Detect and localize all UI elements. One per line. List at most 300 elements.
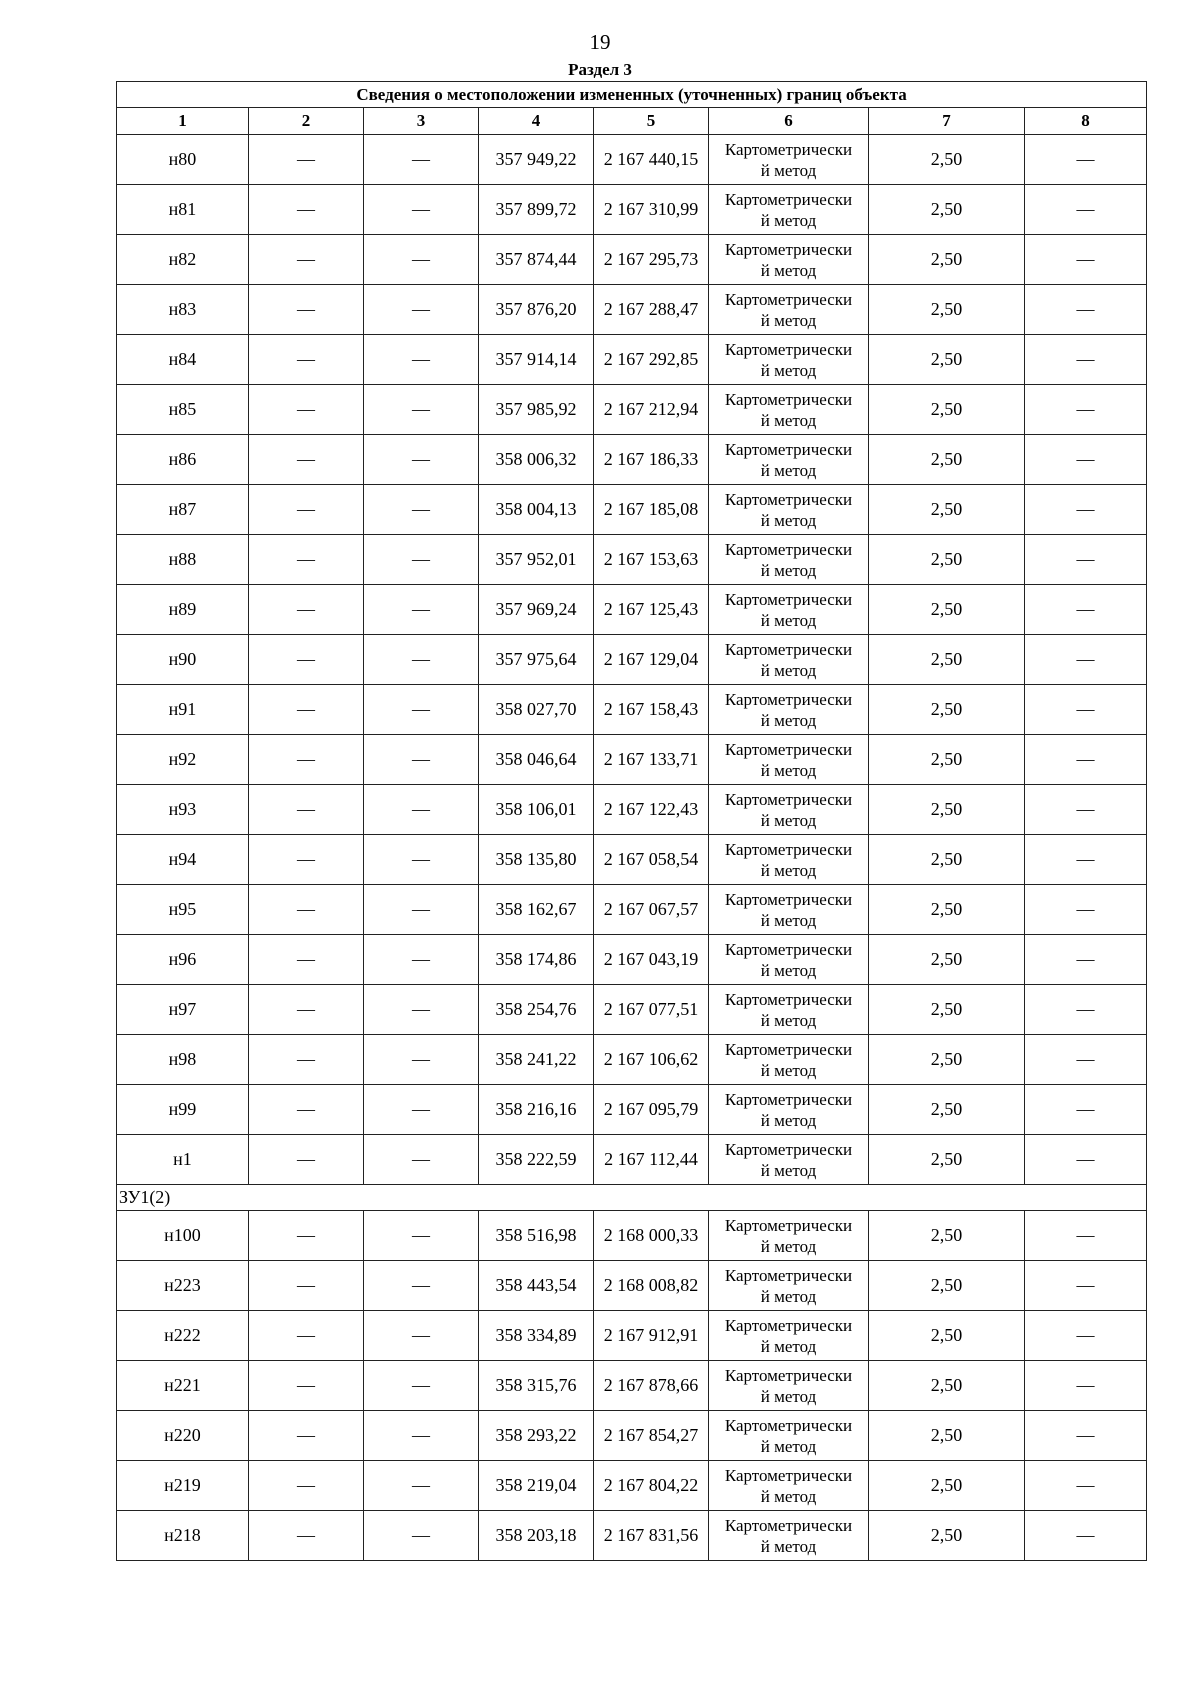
table-row <box>117 1035 1147 1085</box>
y-coordinate-cell: 2 167 186,33 <box>594 435 709 485</box>
column-3-cell: — <box>364 185 479 235</box>
accuracy-cell: 2,50 <box>869 735 1025 785</box>
column-3-cell: — <box>364 1135 479 1185</box>
point-number-cell: н94 <box>117 835 249 885</box>
column-8-cell: — <box>1025 985 1147 1035</box>
column-3-cell: — <box>364 1035 479 1085</box>
accuracy-cell: 2,50 <box>869 1411 1025 1461</box>
x-coordinate-cell: 358 222,59 <box>479 1135 594 1185</box>
method-line-1: Картометрически <box>724 539 853 559</box>
x-coordinate-cell: 358 293,22 <box>479 1411 594 1461</box>
column-2-cell: — <box>249 985 364 1035</box>
column-2-cell: — <box>249 885 364 935</box>
column-8-cell: — <box>1025 1261 1147 1311</box>
column-3-cell: — <box>364 335 479 385</box>
point-number-cell: н220 <box>117 1411 249 1461</box>
method-cell <box>709 735 869 785</box>
accuracy-cell: 2,50 <box>869 1135 1025 1185</box>
point-number-cell: н100 <box>117 1211 249 1261</box>
table-row <box>117 1311 1147 1361</box>
point-number-cell: н88 <box>117 535 249 585</box>
table-row <box>117 785 1147 835</box>
y-coordinate-cell: 2 167 288,47 <box>594 285 709 335</box>
column-8-cell: — <box>1025 635 1147 685</box>
accuracy-cell: 2,50 <box>869 1311 1025 1361</box>
method-cell <box>709 785 869 835</box>
x-coordinate-cell: 358 046,64 <box>479 735 594 785</box>
method-line-1: Картометрически <box>724 1039 853 1059</box>
x-coordinate-cell: 358 216,16 <box>479 1085 594 1135</box>
method-line-2: й метод <box>760 910 817 930</box>
method-line-1: Картометрически <box>724 289 853 309</box>
method-line-1: Картометрически <box>724 489 853 509</box>
method-line-1: Картометрически <box>724 939 853 959</box>
method-line-2: й метод <box>760 1536 817 1556</box>
method-line-2: й метод <box>760 710 817 730</box>
column-8-cell: — <box>1025 785 1147 835</box>
method-line-2: й метод <box>760 1160 817 1180</box>
x-coordinate-cell: 358 004,13 <box>479 485 594 535</box>
column-number: 6 <box>709 108 869 135</box>
column-number-row <box>117 108 1147 135</box>
method-line-2: й метод <box>760 1010 817 1030</box>
y-coordinate-cell: 2 167 158,43 <box>594 685 709 735</box>
column-2-cell: — <box>249 385 364 435</box>
method-line-2: й метод <box>760 1386 817 1406</box>
table-row <box>117 985 1147 1035</box>
x-coordinate-cell: 358 135,80 <box>479 835 594 885</box>
accuracy-cell: 2,50 <box>869 1261 1025 1311</box>
table-row <box>117 535 1147 585</box>
method-cell <box>709 1311 869 1361</box>
point-number-cell: н219 <box>117 1461 249 1511</box>
column-2-cell: — <box>249 1261 364 1311</box>
accuracy-cell: 2,50 <box>869 385 1025 435</box>
method-cell <box>709 885 869 935</box>
method-line-1: Картометрически <box>724 589 853 609</box>
accuracy-cell: 2,50 <box>869 635 1025 685</box>
column-3-cell: — <box>364 985 479 1035</box>
x-coordinate-cell: 358 174,86 <box>479 935 594 985</box>
method-line-1: Картометрически <box>724 1139 853 1159</box>
accuracy-cell: 2,50 <box>869 1211 1025 1261</box>
method-line-1: Картометрически <box>724 889 853 909</box>
column-8-cell: — <box>1025 735 1147 785</box>
method-cell <box>709 1261 869 1311</box>
column-8-cell: — <box>1025 685 1147 735</box>
point-number-cell: н99 <box>117 1085 249 1135</box>
method-cell <box>709 485 869 535</box>
method-cell <box>709 835 869 885</box>
column-8-cell: — <box>1025 1211 1147 1261</box>
table-row <box>117 935 1147 985</box>
x-coordinate-cell: 357 874,44 <box>479 235 594 285</box>
method-line-2: й метод <box>760 660 817 680</box>
method-cell <box>709 535 869 585</box>
method-line-1: Картометрически <box>724 439 853 459</box>
column-8-cell: — <box>1025 385 1147 435</box>
boundary-coordinates-table <box>116 81 1147 1561</box>
table-row <box>117 1135 1147 1185</box>
method-line-2: й метод <box>760 310 817 330</box>
x-coordinate-cell: 358 106,01 <box>479 785 594 835</box>
x-coordinate-cell: 358 443,54 <box>479 1261 594 1311</box>
table-title-row <box>117 82 1147 108</box>
method-line-1: Картометрически <box>724 339 853 359</box>
method-line-2: й метод <box>760 960 817 980</box>
table-row <box>117 435 1147 485</box>
accuracy-cell: 2,50 <box>869 235 1025 285</box>
column-2-cell: — <box>249 1135 364 1185</box>
point-number-cell: н89 <box>117 585 249 635</box>
y-coordinate-cell: 2 167 212,94 <box>594 385 709 435</box>
accuracy-cell: 2,50 <box>869 1511 1025 1561</box>
method-line-1: Картометрически <box>724 239 853 259</box>
accuracy-cell: 2,50 <box>869 685 1025 735</box>
method-cell <box>709 635 869 685</box>
method-line-2: й метод <box>760 810 817 830</box>
method-line-2: й метод <box>760 1336 817 1356</box>
accuracy-cell: 2,50 <box>869 985 1025 1035</box>
point-number-cell: н80 <box>117 135 249 185</box>
y-coordinate-cell: 2 167 067,57 <box>594 885 709 935</box>
x-coordinate-cell: 357 952,01 <box>479 535 594 585</box>
y-coordinate-cell: 2 167 295,73 <box>594 235 709 285</box>
column-8-cell: — <box>1025 285 1147 335</box>
x-coordinate-cell: 357 969,24 <box>479 585 594 635</box>
method-cell <box>709 1035 869 1085</box>
y-coordinate-cell: 2 167 122,43 <box>594 785 709 835</box>
column-number: 8 <box>1025 108 1147 135</box>
accuracy-cell: 2,50 <box>869 1085 1025 1135</box>
x-coordinate-cell: 357 899,72 <box>479 185 594 235</box>
y-coordinate-cell: 2 168 000,33 <box>594 1211 709 1261</box>
method-line-1: Картометрически <box>724 989 853 1009</box>
x-coordinate-cell: 358 315,76 <box>479 1361 594 1411</box>
column-8-cell: — <box>1025 1461 1147 1511</box>
method-cell <box>709 685 869 735</box>
point-number-cell: н85 <box>117 385 249 435</box>
column-2-cell: — <box>249 335 364 385</box>
column-3-cell: — <box>364 735 479 785</box>
column-number: 4 <box>479 108 594 135</box>
accuracy-cell: 2,50 <box>869 885 1025 935</box>
table-title: Сведения о местоположении измененных (уточненных) границ объекта <box>117 82 1147 108</box>
x-coordinate-cell: 358 219,04 <box>479 1461 594 1511</box>
method-cell <box>709 335 869 385</box>
group-label-row <box>117 1185 1147 1211</box>
column-3-cell: — <box>364 1411 479 1461</box>
table-row <box>117 835 1147 885</box>
method-cell <box>709 585 869 635</box>
table-row <box>117 285 1147 335</box>
method-line-2: й метод <box>760 1060 817 1080</box>
table-row <box>117 1511 1147 1561</box>
y-coordinate-cell: 2 167 912,91 <box>594 1311 709 1361</box>
column-number: 5 <box>594 108 709 135</box>
column-8-cell: — <box>1025 1511 1147 1561</box>
column-2-cell: — <box>249 185 364 235</box>
accuracy-cell: 2,50 <box>869 135 1025 185</box>
accuracy-cell: 2,50 <box>869 485 1025 535</box>
method-line-2: й метод <box>760 560 817 580</box>
column-8-cell: — <box>1025 185 1147 235</box>
column-2-cell: — <box>249 735 364 785</box>
table-row <box>117 1085 1147 1135</box>
column-2-cell: — <box>249 1311 364 1361</box>
table-row <box>117 235 1147 285</box>
method-line-1: Картометрически <box>724 639 853 659</box>
column-2-cell: — <box>249 535 364 585</box>
point-number-cell: н83 <box>117 285 249 335</box>
method-line-1: Картометрически <box>724 839 853 859</box>
page-number: 19 <box>589 30 611 54</box>
point-number-cell: н86 <box>117 435 249 485</box>
y-coordinate-cell: 2 167 292,85 <box>594 335 709 385</box>
accuracy-cell: 2,50 <box>869 285 1025 335</box>
y-coordinate-cell: 2 167 831,56 <box>594 1511 709 1561</box>
method-cell <box>709 1511 869 1561</box>
point-number-cell: н90 <box>117 635 249 685</box>
column-3-cell: — <box>364 935 479 985</box>
column-number: 1 <box>117 108 249 135</box>
table-row <box>117 1411 1147 1461</box>
x-coordinate-cell: 357 949,22 <box>479 135 594 185</box>
y-coordinate-cell: 2 167 440,15 <box>594 135 709 185</box>
column-2-cell: — <box>249 1085 364 1135</box>
column-3-cell: — <box>364 485 479 535</box>
accuracy-cell: 2,50 <box>869 535 1025 585</box>
column-3-cell: — <box>364 1461 479 1511</box>
column-2-cell: — <box>249 235 364 285</box>
column-3-cell: — <box>364 135 479 185</box>
column-2-cell: — <box>249 1461 364 1511</box>
column-3-cell: — <box>364 385 479 435</box>
point-number-cell: н97 <box>117 985 249 1035</box>
column-3-cell: — <box>364 785 479 835</box>
accuracy-cell: 2,50 <box>869 435 1025 485</box>
point-number-cell: н218 <box>117 1511 249 1561</box>
y-coordinate-cell: 2 167 153,63 <box>594 535 709 585</box>
method-line-1: Картометрически <box>724 789 853 809</box>
accuracy-cell: 2,50 <box>869 1361 1025 1411</box>
column-8-cell: — <box>1025 135 1147 185</box>
point-number-cell: н84 <box>117 335 249 385</box>
column-3-cell: — <box>364 685 479 735</box>
table-row <box>117 885 1147 935</box>
y-coordinate-cell: 2 167 112,44 <box>594 1135 709 1185</box>
column-3-cell: — <box>364 835 479 885</box>
column-2-cell: — <box>249 585 364 635</box>
method-line-2: й метод <box>760 860 817 880</box>
column-2-cell: — <box>249 685 364 735</box>
column-2-cell: — <box>249 1035 364 1085</box>
table-row <box>117 1461 1147 1511</box>
point-number-cell: н81 <box>117 185 249 235</box>
method-line-1: Картометрически <box>724 389 853 409</box>
y-coordinate-cell: 2 167 125,43 <box>594 585 709 635</box>
table-row <box>117 185 1147 235</box>
accuracy-cell: 2,50 <box>869 835 1025 885</box>
table-row <box>117 685 1147 735</box>
column-2-cell: — <box>249 1361 364 1411</box>
method-cell <box>709 1135 869 1185</box>
accuracy-cell: 2,50 <box>869 185 1025 235</box>
column-8-cell: — <box>1025 535 1147 585</box>
method-line-2: й метод <box>760 410 817 430</box>
method-line-2: й метод <box>760 610 817 630</box>
column-3-cell: — <box>364 235 479 285</box>
method-line-2: й метод <box>760 1110 817 1130</box>
x-coordinate-cell: 358 334,89 <box>479 1311 594 1361</box>
column-3-cell: — <box>364 435 479 485</box>
y-coordinate-cell: 2 168 008,82 <box>594 1261 709 1311</box>
y-coordinate-cell: 2 167 310,99 <box>594 185 709 235</box>
column-2-cell: — <box>249 785 364 835</box>
column-3-cell: — <box>364 285 479 335</box>
column-8-cell: — <box>1025 435 1147 485</box>
y-coordinate-cell: 2 167 854,27 <box>594 1411 709 1461</box>
column-2-cell: — <box>249 1211 364 1261</box>
table-row <box>117 635 1147 685</box>
x-coordinate-cell: 357 876,20 <box>479 285 594 335</box>
column-8-cell: — <box>1025 1085 1147 1135</box>
y-coordinate-cell: 2 167 095,79 <box>594 1085 709 1135</box>
accuracy-cell: 2,50 <box>869 585 1025 635</box>
column-2-cell: — <box>249 835 364 885</box>
table-row <box>117 1261 1147 1311</box>
y-coordinate-cell: 2 167 133,71 <box>594 735 709 785</box>
column-8-cell: — <box>1025 935 1147 985</box>
method-line-1: Картометрически <box>724 1215 853 1235</box>
x-coordinate-cell: 358 162,67 <box>479 885 594 935</box>
table-row <box>117 485 1147 535</box>
method-line-2: й метод <box>760 460 817 480</box>
method-line-1: Картометрически <box>724 1365 853 1385</box>
y-coordinate-cell: 2 167 106,62 <box>594 1035 709 1085</box>
column-number: 2 <box>249 108 364 135</box>
table-row <box>117 735 1147 785</box>
column-2-cell: — <box>249 285 364 335</box>
table-row <box>117 135 1147 185</box>
method-line-2: й метод <box>760 760 817 780</box>
method-cell <box>709 185 869 235</box>
column-8-cell: — <box>1025 1361 1147 1411</box>
x-coordinate-cell: 358 516,98 <box>479 1211 594 1261</box>
method-line-2: й метод <box>760 260 817 280</box>
column-8-cell: — <box>1025 885 1147 935</box>
point-number-cell: н87 <box>117 485 249 535</box>
method-cell <box>709 435 869 485</box>
method-cell <box>709 935 869 985</box>
method-cell <box>709 1361 869 1411</box>
column-3-cell: — <box>364 1361 479 1411</box>
method-cell <box>709 985 869 1035</box>
accuracy-cell: 2,50 <box>869 335 1025 385</box>
method-line-1: Картометрически <box>724 689 853 709</box>
point-number-cell: н92 <box>117 735 249 785</box>
column-8-cell: — <box>1025 835 1147 885</box>
column-number: 3 <box>364 108 479 135</box>
column-3-cell: — <box>364 1211 479 1261</box>
point-number-cell: н96 <box>117 935 249 985</box>
method-line-1: Картометрически <box>724 1515 853 1535</box>
method-line-1: Картометрически <box>724 1089 853 1109</box>
method-cell <box>709 1411 869 1461</box>
accuracy-cell: 2,50 <box>869 935 1025 985</box>
x-coordinate-cell: 358 203,18 <box>479 1511 594 1561</box>
table-row <box>117 585 1147 635</box>
accuracy-cell: 2,50 <box>869 1461 1025 1511</box>
table-row <box>117 385 1147 435</box>
column-8-cell: — <box>1025 1311 1147 1361</box>
method-line-2: й метод <box>760 210 817 230</box>
y-coordinate-cell: 2 167 185,08 <box>594 485 709 535</box>
table-row <box>117 335 1147 385</box>
method-cell <box>709 1211 869 1261</box>
y-coordinate-cell: 2 167 129,04 <box>594 635 709 685</box>
table-row <box>117 1361 1147 1411</box>
point-number-cell: н223 <box>117 1261 249 1311</box>
y-coordinate-cell: 2 167 043,19 <box>594 935 709 985</box>
column-8-cell: — <box>1025 485 1147 535</box>
y-coordinate-cell: 2 167 058,54 <box>594 835 709 885</box>
method-line-2: й метод <box>760 1486 817 1506</box>
column-3-cell: — <box>364 585 479 635</box>
point-number-cell: н221 <box>117 1361 249 1411</box>
y-coordinate-cell: 2 167 804,22 <box>594 1461 709 1511</box>
y-coordinate-cell: 2 167 077,51 <box>594 985 709 1035</box>
method-line-1: Картометрически <box>724 139 853 159</box>
method-line-1: Картометрически <box>724 739 853 759</box>
method-line-1: Картометрически <box>724 1415 853 1435</box>
x-coordinate-cell: 358 027,70 <box>479 685 594 735</box>
table-row <box>117 1211 1147 1261</box>
method-line-2: й метод <box>760 1236 817 1256</box>
column-8-cell: — <box>1025 1035 1147 1085</box>
point-number-cell: н93 <box>117 785 249 835</box>
column-3-cell: — <box>364 535 479 585</box>
column-2-cell: — <box>249 635 364 685</box>
column-3-cell: — <box>364 1511 479 1561</box>
accuracy-cell: 2,50 <box>869 785 1025 835</box>
column-2-cell: — <box>249 435 364 485</box>
point-number-cell: н98 <box>117 1035 249 1085</box>
x-coordinate-cell: 358 006,32 <box>479 435 594 485</box>
point-number-cell: н1 <box>117 1135 249 1185</box>
x-coordinate-cell: 357 914,14 <box>479 335 594 385</box>
column-8-cell: — <box>1025 335 1147 385</box>
column-8-cell: — <box>1025 1135 1147 1185</box>
method-line-1: Картометрически <box>724 1265 853 1285</box>
method-line-1: Картометрически <box>724 1315 853 1335</box>
column-8-cell: — <box>1025 235 1147 285</box>
method-line-2: й метод <box>760 1286 817 1306</box>
point-number-cell: н82 <box>117 235 249 285</box>
column-3-cell: — <box>364 1261 479 1311</box>
column-3-cell: — <box>364 635 479 685</box>
y-coordinate-cell: 2 167 878,66 <box>594 1361 709 1411</box>
column-3-cell: — <box>364 1085 479 1135</box>
column-2-cell: — <box>249 1411 364 1461</box>
point-number-cell: н95 <box>117 885 249 935</box>
method-cell <box>709 1085 869 1135</box>
x-coordinate-cell: 357 975,64 <box>479 635 594 685</box>
method-line-1: Картометрически <box>724 189 853 209</box>
x-coordinate-cell: 358 241,22 <box>479 1035 594 1085</box>
column-3-cell: — <box>364 885 479 935</box>
method-line-2: й метод <box>760 510 817 530</box>
